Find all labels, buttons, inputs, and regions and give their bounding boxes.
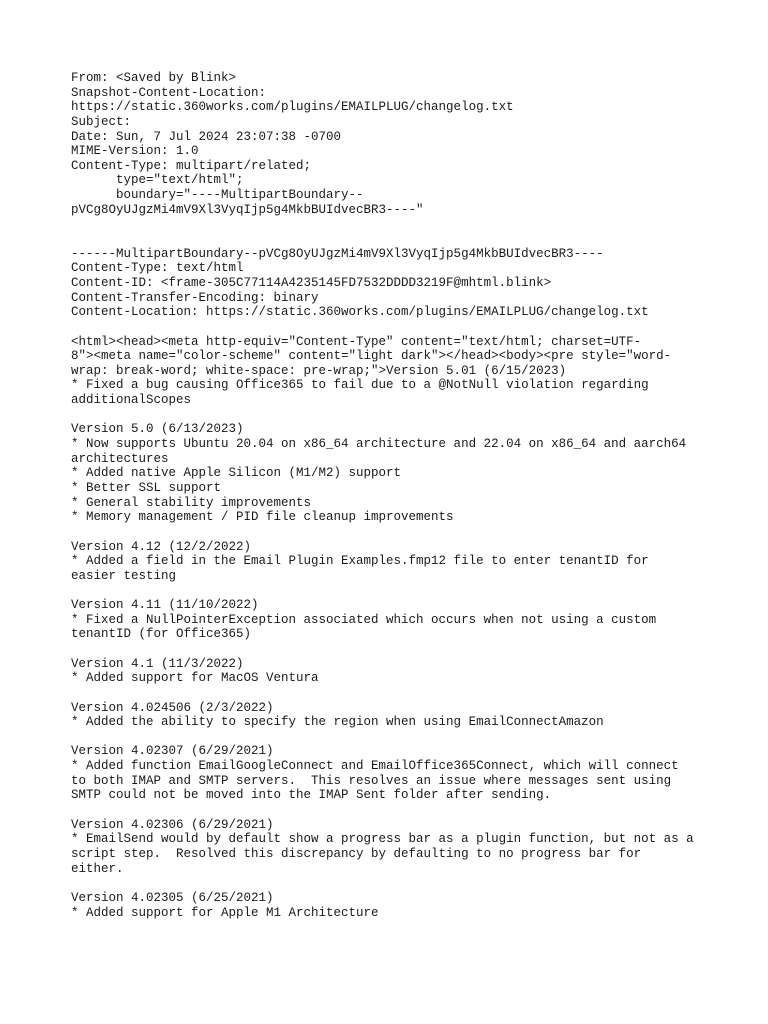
text-line (71, 686, 751, 701)
text-line: Content-Type: multipart/related; (71, 158, 312, 173)
text-line: architectures (71, 451, 169, 466)
text-line: From: <Saved by Blink> (71, 71, 237, 85)
text-line: * Added support for MacOS Ventura (71, 671, 319, 686)
text-line (71, 408, 751, 423)
text-line: * Added function EmailGoogleConnect and EmailOffice365Connect, which will connect (71, 759, 679, 774)
text-line: script step. Resolved this discrepancy by defaulting to no progress bar for (71, 846, 642, 861)
text-line: * Added support for Apple M1 Architecture (71, 905, 379, 920)
text-line: * Added native Apple Silicon (M1/M2) support (71, 466, 402, 481)
text-line: Content-ID: <frame-305C77114A4235145FD7532DDDD3219F@mhtml.blink> (71, 275, 552, 290)
text-line (71, 876, 751, 891)
document-text (71, 71, 751, 920)
text-line: 8"><meta name="color-scheme" content="light dark"></head><body><pre style="word- (71, 349, 672, 364)
text-line: wrap: break-word; white-space: pre-wrap;">Version 5.01 (6/15/2023) (71, 363, 567, 378)
text-line (71, 642, 751, 657)
text-line: https://static.360works.com/plugins/EMAILPLUG/changelog.txt (71, 100, 514, 115)
text-line: Version 4.02306 (6/29/2021) (71, 817, 274, 832)
text-line: * Now supports Ubuntu 20.04 on x86_64 architecture and 22.04 on x86_64 and aarch64 (71, 437, 687, 452)
text-line: * Fixed a bug causing Office365 to fail due to a @NotNull violation regarding (71, 378, 649, 393)
text-line: Subject: (71, 114, 132, 129)
text-line: Version 4.02305 (6/25/2021) (71, 890, 274, 905)
text-line: boundary="----MultipartBoundary-- (71, 188, 364, 203)
text-line: Content-Type: text/html (71, 261, 244, 276)
text-line: to both IMAP and SMTP servers. This resolves an issue where messages sent using (71, 773, 672, 788)
text-line: MIME-Version: 1.0 (71, 144, 199, 159)
text-line: Version 4.11 (11/10/2022) (71, 598, 259, 613)
text-line: Version 4.024506 (2/3/2022) (71, 700, 274, 715)
text-line: * Better SSL support (71, 480, 222, 495)
text-line: * Added the ability to specify the region when using EmailConnectAmazon (71, 715, 604, 730)
text-line: additionalScopes (71, 393, 192, 408)
text-line: * Added a field in the Email Plugin Examples.fmp12 file to enter tenantID for (71, 554, 649, 569)
text-line: Version 4.02307 (6/29/2021) (71, 744, 274, 759)
text-line (71, 803, 751, 818)
text-line: ------MultipartBoundary--pVCg8OyUJgzMi4mV9Xl3VyqIjp5g4MkbBUIdvecBR3---- (71, 246, 604, 261)
text-line: SMTP could not be moved into the IMAP Sent folder after sending. (71, 788, 552, 803)
text-line: <html><head><meta http-equiv="Content-Type" content="text/html; charset=UTF- (71, 334, 642, 349)
text-line: * General stability improvements (71, 495, 312, 510)
text-line: tenantID (for Office365) (71, 627, 252, 642)
text-line: Version 5.0 (6/13/2023) (71, 422, 244, 437)
text-line: easier testing (71, 568, 177, 583)
text-line: Content-Transfer-Encoding: binary (71, 290, 319, 305)
text-line (71, 320, 751, 335)
text-line (71, 730, 751, 745)
text-line: * Fixed a NullPointerException associated which occurs when not using a custom (71, 612, 657, 627)
text-line: * EmailSend would by default show a progress bar as a plugin function, but not as a (71, 832, 694, 847)
text-line: Date: Sun, 7 Jul 2024 23:07:38 -0700 (71, 129, 342, 144)
text-line (71, 525, 751, 540)
text-line: either. (71, 861, 124, 876)
text-line: pVCg8OyUJgzMi4mV9Xl3VyqIjp5g4MkbBUIdvecBR3----" (71, 202, 424, 217)
text-line: Content-Location: https://static.360works.com/plugins/EMAILPLUG/changelog.txt (71, 305, 649, 320)
text-line (71, 232, 751, 247)
text-line: type="text/html"; (71, 173, 244, 188)
text-line: Version 4.1 (11/3/2022) (71, 656, 244, 671)
text-line: * Memory management / PID file cleanup improvements (71, 510, 454, 525)
text-line (71, 217, 751, 232)
text-line: Version 4.12 (12/2/2022) (71, 539, 252, 554)
text-line (71, 583, 751, 598)
text-line: Snapshot-Content-Location: (71, 85, 267, 100)
